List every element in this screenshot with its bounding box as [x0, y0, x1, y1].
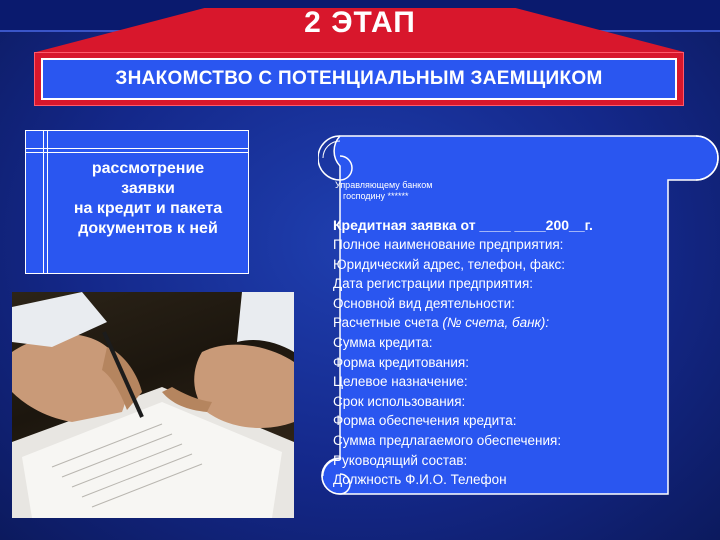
- field-line: Сумма кредита:: [333, 334, 433, 350]
- stage-line: рассмотрение: [91, 160, 205, 177]
- slide-title: 2 ЭТАП: [304, 6, 416, 39]
- field-line: Форма кредитования:: [333, 354, 469, 370]
- credit-application: [333, 180, 678, 490]
- field-line: Сумма предлагаемого обеспечения:: [333, 432, 562, 448]
- field-line: Дата регистрации предприятия:: [333, 276, 534, 292]
- subtitle-frame: [34, 52, 684, 106]
- field-label: Расчетные счета: [333, 315, 439, 331]
- field-line: Форма обеспечения кредита:: [333, 413, 517, 429]
- field-line: Полное наименование предприятия:: [333, 237, 564, 252]
- frame-line: [26, 148, 248, 149]
- accounts-note: (№ счета, банк):: [442, 315, 550, 331]
- field-line-accounts: [333, 313, 678, 333]
- application-fields: [333, 235, 678, 490]
- slide-subtitle: ЗНАКОМСТВО С ПОТЕНЦИАЛЬНЫМ ЗАЕМЩИКОМ: [115, 68, 603, 89]
- signing-photo-illustration: [12, 292, 294, 518]
- field-line: Срок использования:: [333, 393, 466, 409]
- stage-line: заявки: [121, 180, 175, 197]
- stage-description-box: [25, 130, 249, 274]
- field-line: Целевое назначение:: [333, 374, 468, 390]
- stage-line: документов к ней: [78, 220, 218, 237]
- field-line: Юридический адрес, телефон, факс:: [333, 256, 566, 272]
- field-line: Должность Ф.И.О. Телефон: [333, 472, 507, 488]
- field-line: Руководящий состав:: [333, 452, 468, 468]
- addressee-line: Управляющему банком: [335, 180, 433, 190]
- addressee-name: господину ******: [343, 191, 409, 201]
- stage-description: [48, 159, 248, 239]
- subtitle-panel: [41, 58, 677, 100]
- stage-line: на кредит и пакета: [73, 200, 223, 217]
- field-line: Основной вид деятельности:: [333, 295, 515, 311]
- application-heading: Кредитная заявка от ____ ____200__г.: [333, 217, 593, 233]
- frame-line: [26, 152, 248, 153]
- signing-photo: [12, 292, 294, 518]
